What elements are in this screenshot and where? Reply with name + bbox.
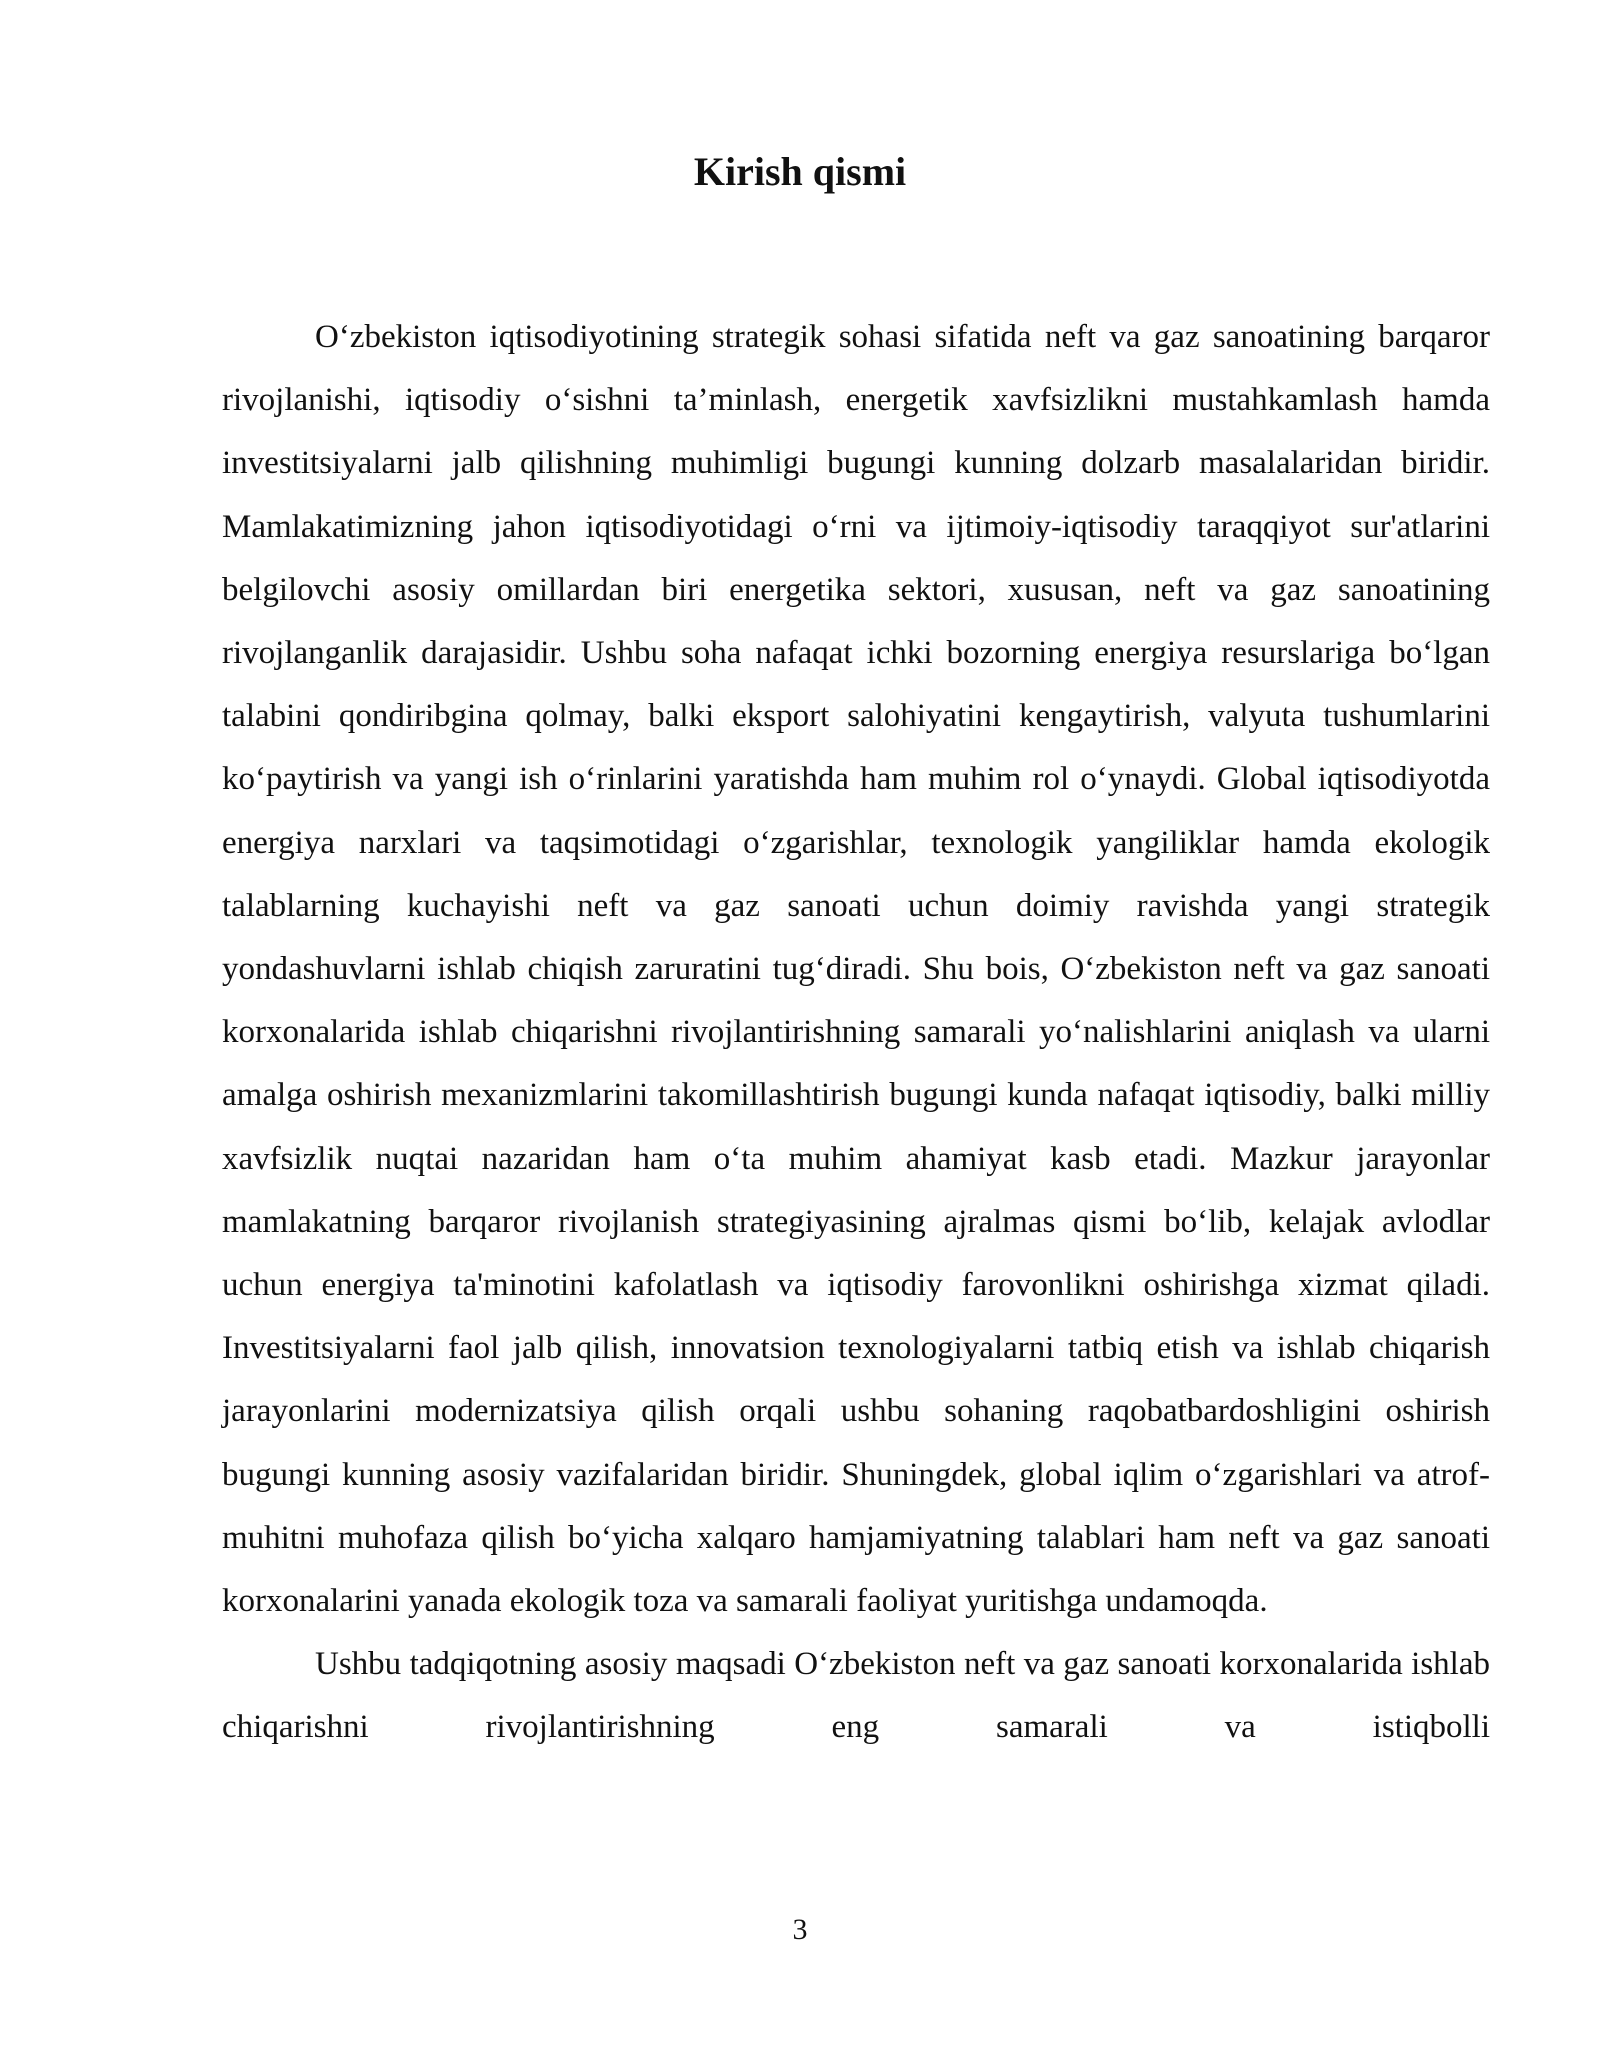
page-number: 3 (792, 1913, 808, 1946)
section-title: Kirish qismi (693, 149, 907, 194)
paragraph-2: Ushbu tadqiqotning asosiy maqsadi O‘zbekiston neft va gaz sanoati korxonalarida ishlab chiqarishni rivojlantirishning eng samarali va istiqbolli (222, 1646, 1490, 1746)
body-text (222, 306, 1490, 1760)
paragraph-1: O‘zbekiston iqtisodiyotining strategik sohasi sifatida neft va gaz sanoatining barqaror rivojlanishi, iqtisodiy o‘sishni ta’minlash, energetik xavfsizlikni mustahkamlash hamda investitsiyalarni jalb qilishning muhimligi bugungi kunning dolzarb masalalaridan biridir. Mamlakatimizning jahon iqtisodiyotidagi o‘rni va ijtimoiy-iqtisodiy taraqqiyot sur'atlarini belgilovchi asosiy omillardan biri energetika sektori, xususan, neft va gaz sanoatining rivojlanganlik darajasidir. Ushbu soha nafaqat ichki bozorning energiya resurslariga bo‘lgan talabini qondiribgina qolmay, balki eksport salohiyatini kengaytirish, valyuta tushumlarini ko‘paytirish va yangi ish o‘rinlarini yaratishda ham muhim rol o‘ynaydi. Global iqtisodiyotda energiya narxlari va taqsimotidagi o‘zgarishlar, texnologik yangiliklar hamda ekologik talablarning kuchayishi neft va gaz sanoati uchun doimiy ravishda yangi strategik yondashuvlarni ishlab chiqish zaruratini tug‘diradi. Shu bois, O‘zbekiston neft va gaz sanoati korxonalarida ishlab chiqarishni rivojlantirishning samarali yo‘nalishlarini aniqlash va ularni amalga oshirish mexanizmlarini takomillashtirish bugungi kunda nafaqat iqtisodiy, balki milliy xavfsizlik nuqtai nazaridan ham o‘ta muhim ahamiyat kasb etadi. Mazkur jarayonlar mamlakatning barqaror rivojlanish strategiyasining ajralmas qismi bo‘lib, kelajak avlodlar uchun energiya ta'minotini kafolatlash va iqtisodiy farovonlikni oshirishga xizmat qiladi. Investitsiyalarni faol jalb qilish, innovatsion texnologiyalarni tatbiq etish va ishlab chiqarish jarayonlarini modernizatsiya qilish orqali ushbu sohaning raqobatbardoshligini oshirish bugungi kunning asosiy vazifalaridan biridir. Shuningdek, global iqlim o‘zgarishlari va atrof-muhitni muhofaza qilish bo‘yicha xalqaro hamjamiyatning talablari ham neft va gaz sanoati korxonalarini yanada ekologik toza va samarali faoliyat yuritishga undamoqda. (222, 319, 1490, 1620)
